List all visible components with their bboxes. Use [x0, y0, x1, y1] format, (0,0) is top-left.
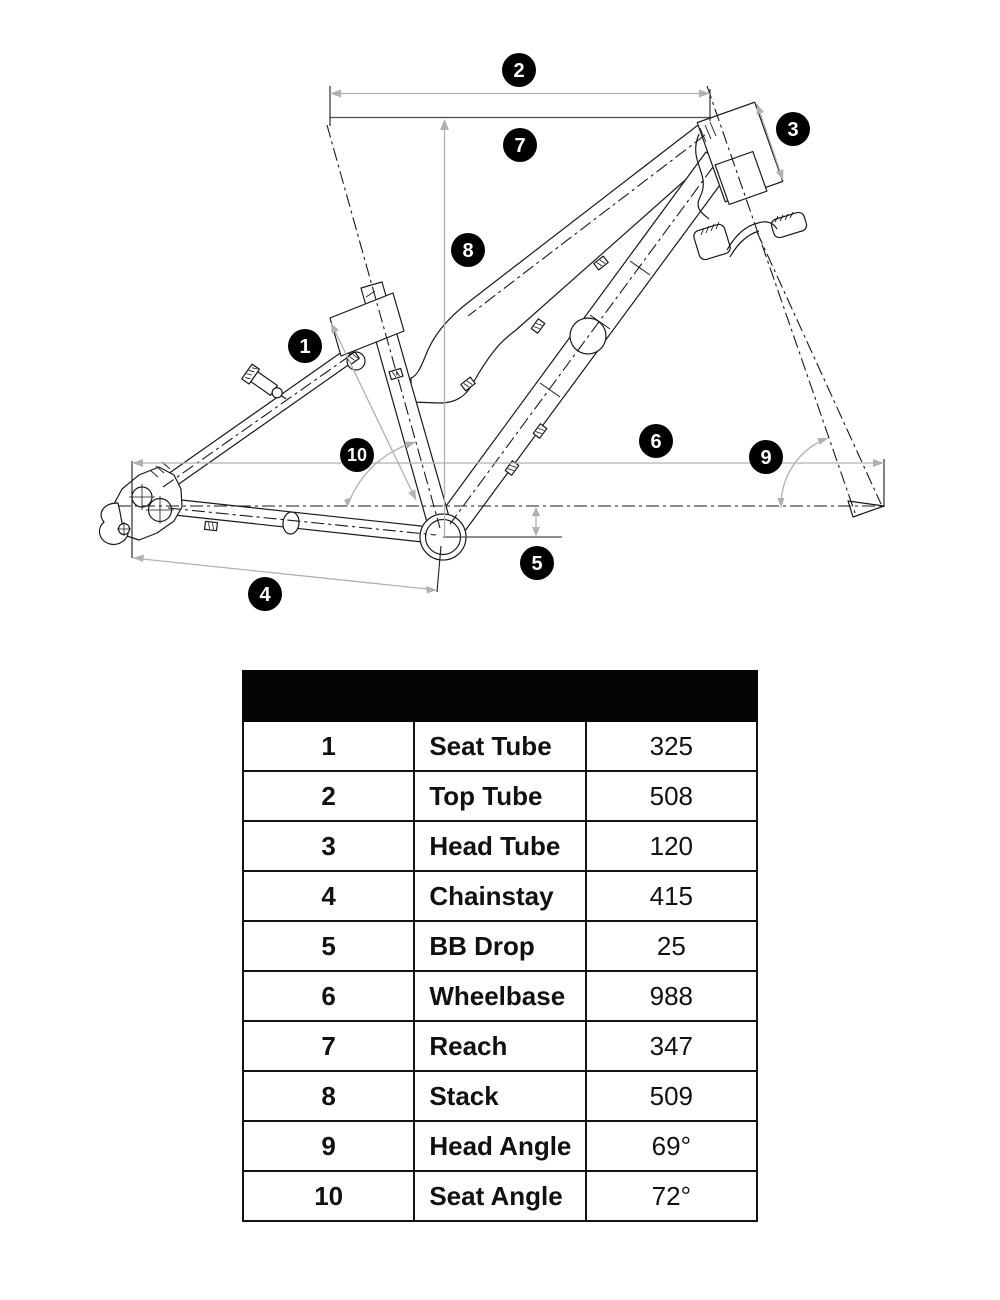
row-number-cell: 10	[243, 1171, 414, 1221]
row-label-cell: Seat Tube	[414, 721, 585, 771]
chain-stay-shape	[163, 498, 441, 544]
row-label-cell: Seat Angle	[414, 1171, 585, 1221]
row-value-cell: 72°	[586, 1171, 757, 1221]
callout-8	[451, 233, 485, 267]
table-row	[243, 1121, 757, 1171]
row-number-cell: 6	[243, 971, 414, 1021]
table-row	[243, 1171, 757, 1221]
callout-1	[288, 329, 322, 363]
svg-text:9: 9	[760, 447, 772, 469]
row-label-cell: Chainstay	[414, 871, 585, 921]
row-value-cell: 69°	[586, 1121, 757, 1171]
row-number-cell: 9	[243, 1121, 414, 1171]
head-angle-arc	[781, 438, 828, 506]
svg-text:10: 10	[346, 445, 368, 465]
svg-text:2: 2	[513, 60, 525, 82]
svg-text:4: 4	[259, 584, 271, 606]
steering-axis	[707, 86, 855, 513]
row-label-cell: Top Tube	[414, 771, 585, 821]
row-label-cell: Stack	[414, 1071, 585, 1121]
row-value-cell: 988	[586, 971, 757, 1021]
frame-drawing	[99, 102, 884, 560]
row-number-cell: 8	[243, 1071, 414, 1121]
table-row	[243, 771, 757, 821]
front-dropout	[848, 501, 884, 517]
row-value-cell: 25	[586, 921, 757, 971]
chainstay-dimension	[133, 558, 437, 590]
callout-9	[749, 440, 783, 474]
svg-text:1: 1	[299, 336, 311, 358]
row-number-cell: 4	[243, 871, 414, 921]
svg-text:7: 7	[514, 135, 526, 157]
svg-text:8: 8	[462, 240, 474, 262]
table-row	[243, 1021, 757, 1071]
row-number-cell: 1	[243, 721, 414, 771]
table-row	[243, 721, 757, 771]
row-label-cell: Reach	[414, 1021, 585, 1071]
callout-2	[502, 53, 536, 87]
table-header	[243, 671, 757, 721]
callout-6	[639, 424, 673, 458]
table-row	[243, 921, 757, 971]
table-row	[243, 871, 757, 921]
svg-text:3: 3	[787, 119, 799, 141]
table-row	[243, 821, 757, 871]
row-value-cell: 325	[586, 721, 757, 771]
table-header-row	[243, 671, 757, 721]
svg-text:6: 6	[650, 431, 662, 453]
table-row	[243, 1071, 757, 1121]
callout-10	[340, 438, 374, 472]
geometry-table	[242, 670, 758, 1222]
row-value-cell: 120	[586, 821, 757, 871]
row-value-cell: 508	[586, 771, 757, 821]
callout-4	[248, 577, 282, 611]
row-number-cell: 7	[243, 1021, 414, 1071]
fork-crown	[692, 211, 808, 261]
row-number-cell: 5	[243, 921, 414, 971]
table-row	[243, 971, 757, 1021]
row-number-cell: 3	[243, 821, 414, 871]
row-value-cell: 415	[586, 871, 757, 921]
svg-text:5: 5	[531, 553, 543, 575]
row-value-cell: 509	[586, 1071, 757, 1121]
row-label-cell: Head Angle	[414, 1121, 585, 1171]
row-label-cell: BB Drop	[414, 921, 585, 971]
callout-7	[503, 128, 537, 162]
callout-5	[520, 546, 554, 580]
row-label-cell: Wheelbase	[414, 971, 585, 1021]
row-value-cell: 347	[586, 1021, 757, 1071]
callout-3	[776, 112, 810, 146]
row-label-cell: Head Tube	[414, 821, 585, 871]
row-number-cell: 2	[243, 771, 414, 821]
